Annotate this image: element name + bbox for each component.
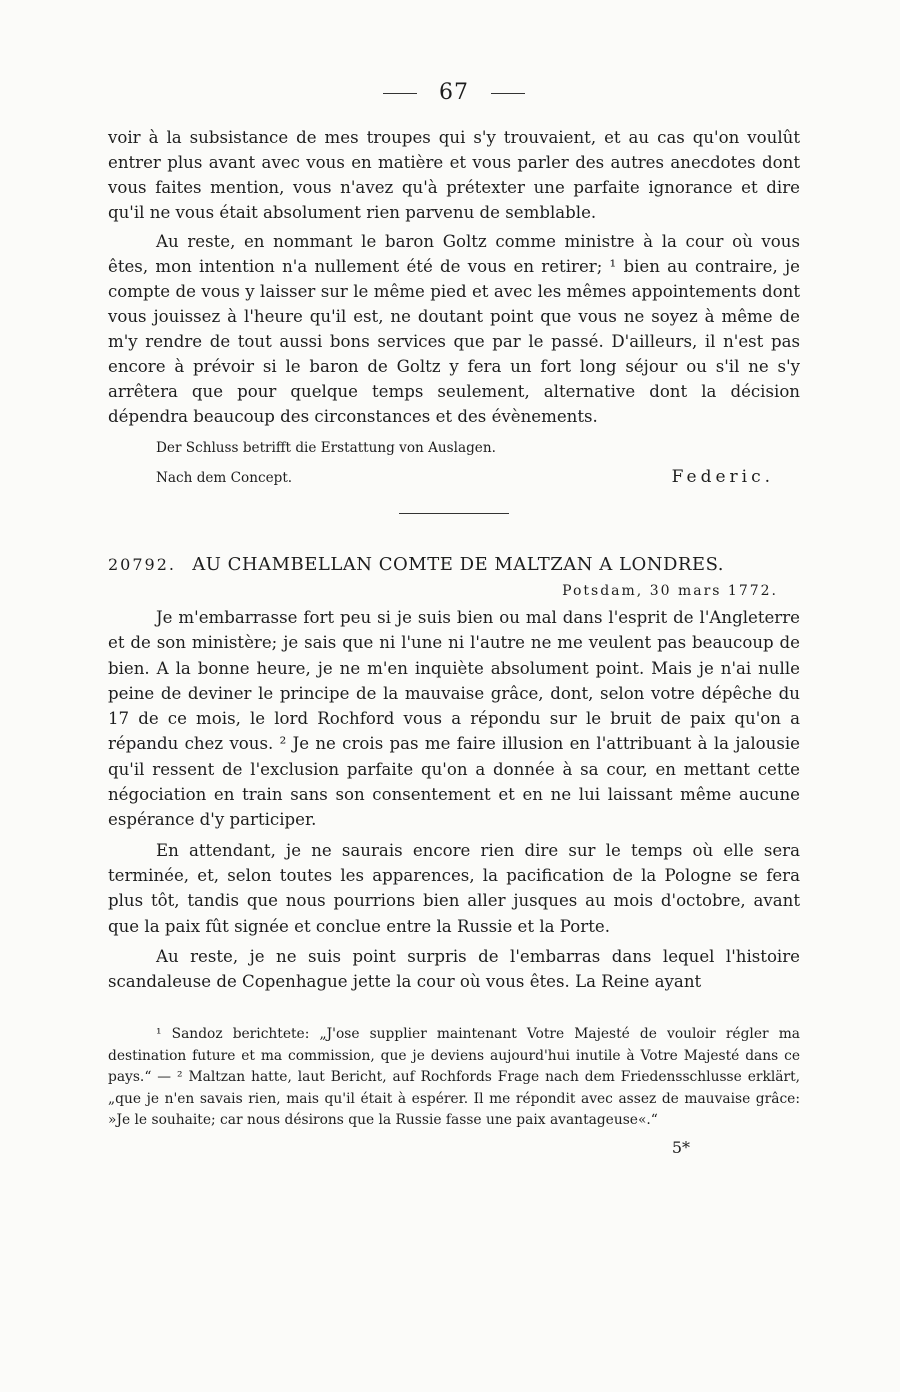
header-dash-right	[491, 93, 525, 94]
closing-note: Der Schluss betrifft die Erstattung von Auslagen.	[156, 440, 496, 456]
paragraph: voir à la subsistance de mes troupes qui s'y trouvaient, et au cas qu'on voulût entrer plus avant avec vous en matière et vous parler des autres anecdotes dont vous faites mention, vous n'avez qu'à prétexter une parfaite ignorance et dire qu'il ne vous était absolument rien parvenu de semblable.	[108, 128, 800, 222]
header-dash-left	[383, 93, 417, 94]
letter-heading	[108, 554, 800, 575]
book-page	[108, 80, 800, 1157]
running-header	[108, 80, 800, 105]
letter-title: AU CHAMBELLAN COMTE DE MALTZAN A LONDRES.	[192, 554, 724, 575]
signature: Federic.	[671, 467, 774, 487]
previous-letter-text	[108, 125, 800, 429]
paragraph: En attendant, je ne saurais encore rien dire sur le temps où elle sera terminée, et, selon toutes les apparences, la pacification de la Pologne se fera plus tôt, tandis que nous pourrions bien aller jusques au mois d'octobre, avant que la paix fût signée et conclue entre la Russie et la Porte.	[108, 840, 800, 936]
paragraph: Au reste, je ne suis point surpris de l'embarras dans lequel l'histoire scandaleuse de Copenhague jette la cour où vous êtes. La Reine ayant	[108, 946, 800, 992]
paragraph: Je m'embarrasse fort peu si je suis bien ou mal dans l'esprit de l'Angleterre et de son ministère; je sais que ni l'une ni l'autre ne me veulent pas beaucoup de bien. A la bonne heure, je ne m'en inquiète absolument point. Mais je n'ai nulle peine de deviner le principe de la mauvaise grâce, dont, selon votre dépêche du 17 de ce mois, le lord Rochford vous a répondu sur le bruit de paix qu'on a répandu chez vous. ² Je ne crois pas me faire illusion en l'attribuant à la jalousie qu'il ressent de l'exclusion parfaite qu'on a donnée à sa cour, en mettant cette négociation en train sans son consentement et en ne lui laissant même aucune espérance d'y participer.	[108, 608, 800, 830]
section-divider	[399, 513, 509, 514]
signature-mark: 5*	[671, 1137, 690, 1157]
paragraph: Au reste, en nommant le baron Goltz comme ministre à la cour où vous êtes, mon intention n'a nullement été de vous en retirer; ¹ bien au contraire, je compte de vous y laisser sur le même pied et avec les mêmes appointements dont vous jouissez à l'heure qu'il est, ne doutant point que vous ne soyez à même de m'y rendre de tout aussi bons services que par le passé. D'ailleurs, il n'est pas encore à prévoir si le baron de Goltz y fera un fort long séjour ou s'il ne s'y arrêtera que pour quelque temps seulement, alternative dont la décision dépendra beaucoup des circonstances et des évènements.	[108, 232, 800, 426]
place-date: Potsdam, 30 mars 1772.	[562, 583, 778, 599]
letter-text	[108, 605, 800, 994]
source-note: Nach dem Concept.	[156, 470, 293, 486]
footnote: ¹ Sandoz berichtete: „J'ose supplier maintenant Votre Majesté de vouloir régler ma destination future et ma commission, que je deviens aujourd'hui inutile à Votre Majesté dans ce pays.“ — ² Maltzan hatte, laut Bericht, auf Rochfords Frage nach dem Friedensschlusse erklärt, „que je n'en savais rien, mais qu'il était à espérer. Il me répondit avec assez de mauvaise grâce: »Je le souhaite; car nous désirons que la Russie fasse une paix avantageuse«.“	[108, 1026, 800, 1129]
letter-number: 20792.	[108, 555, 176, 574]
signature-row	[108, 465, 800, 491]
footnotes	[108, 1024, 800, 1132]
page-number: 67	[439, 80, 469, 105]
